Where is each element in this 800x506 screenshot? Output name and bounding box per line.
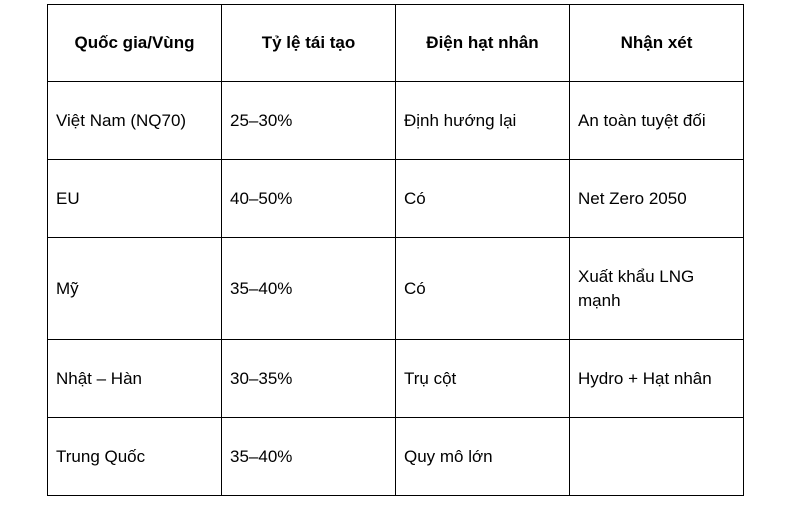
table-row bbox=[48, 418, 744, 496]
cell-region: Trung Quốc bbox=[48, 418, 222, 496]
cell-remarks: Hydro + Hạt nhân bbox=[570, 340, 744, 418]
table-row bbox=[48, 82, 744, 160]
cell-nuclear-power: Có bbox=[396, 160, 570, 238]
cell-region: Mỹ bbox=[48, 238, 222, 340]
cell-nuclear-power: Có bbox=[396, 238, 570, 340]
header-region: Quốc gia/Vùng bbox=[48, 5, 222, 82]
cell-renewable-share: 25–30% bbox=[222, 82, 396, 160]
table-row bbox=[48, 340, 744, 418]
cell-nuclear-power: Quy mô lớn bbox=[396, 418, 570, 496]
table-row bbox=[48, 160, 744, 238]
cell-renewable-share: 30–35% bbox=[222, 340, 396, 418]
cell-renewable-share: 40–50% bbox=[222, 160, 396, 238]
header-nuclear-power: Điện hạt nhân bbox=[396, 5, 570, 82]
cell-region: Việt Nam (NQ70) bbox=[48, 82, 222, 160]
cell-nuclear-power: Trụ cột bbox=[396, 340, 570, 418]
comparison-table bbox=[47, 4, 744, 496]
cell-region: EU bbox=[48, 160, 222, 238]
cell-remarks: Xuất khẩu LNG mạnh bbox=[570, 238, 744, 340]
table-row bbox=[48, 238, 744, 340]
header-remarks: Nhận xét bbox=[570, 5, 744, 82]
cell-remarks: An toàn tuyệt đối bbox=[570, 82, 744, 160]
cell-remarks bbox=[570, 418, 744, 496]
header-renewable-share: Tỷ lệ tái tạo bbox=[222, 5, 396, 82]
cell-renewable-share: 35–40% bbox=[222, 418, 396, 496]
cell-nuclear-power: Định hướng lại bbox=[396, 82, 570, 160]
cell-renewable-share: 35–40% bbox=[222, 238, 396, 340]
cell-remarks: Net Zero 2050 bbox=[570, 160, 744, 238]
cell-region: Nhật – Hàn bbox=[48, 340, 222, 418]
table-header-row bbox=[48, 5, 744, 82]
